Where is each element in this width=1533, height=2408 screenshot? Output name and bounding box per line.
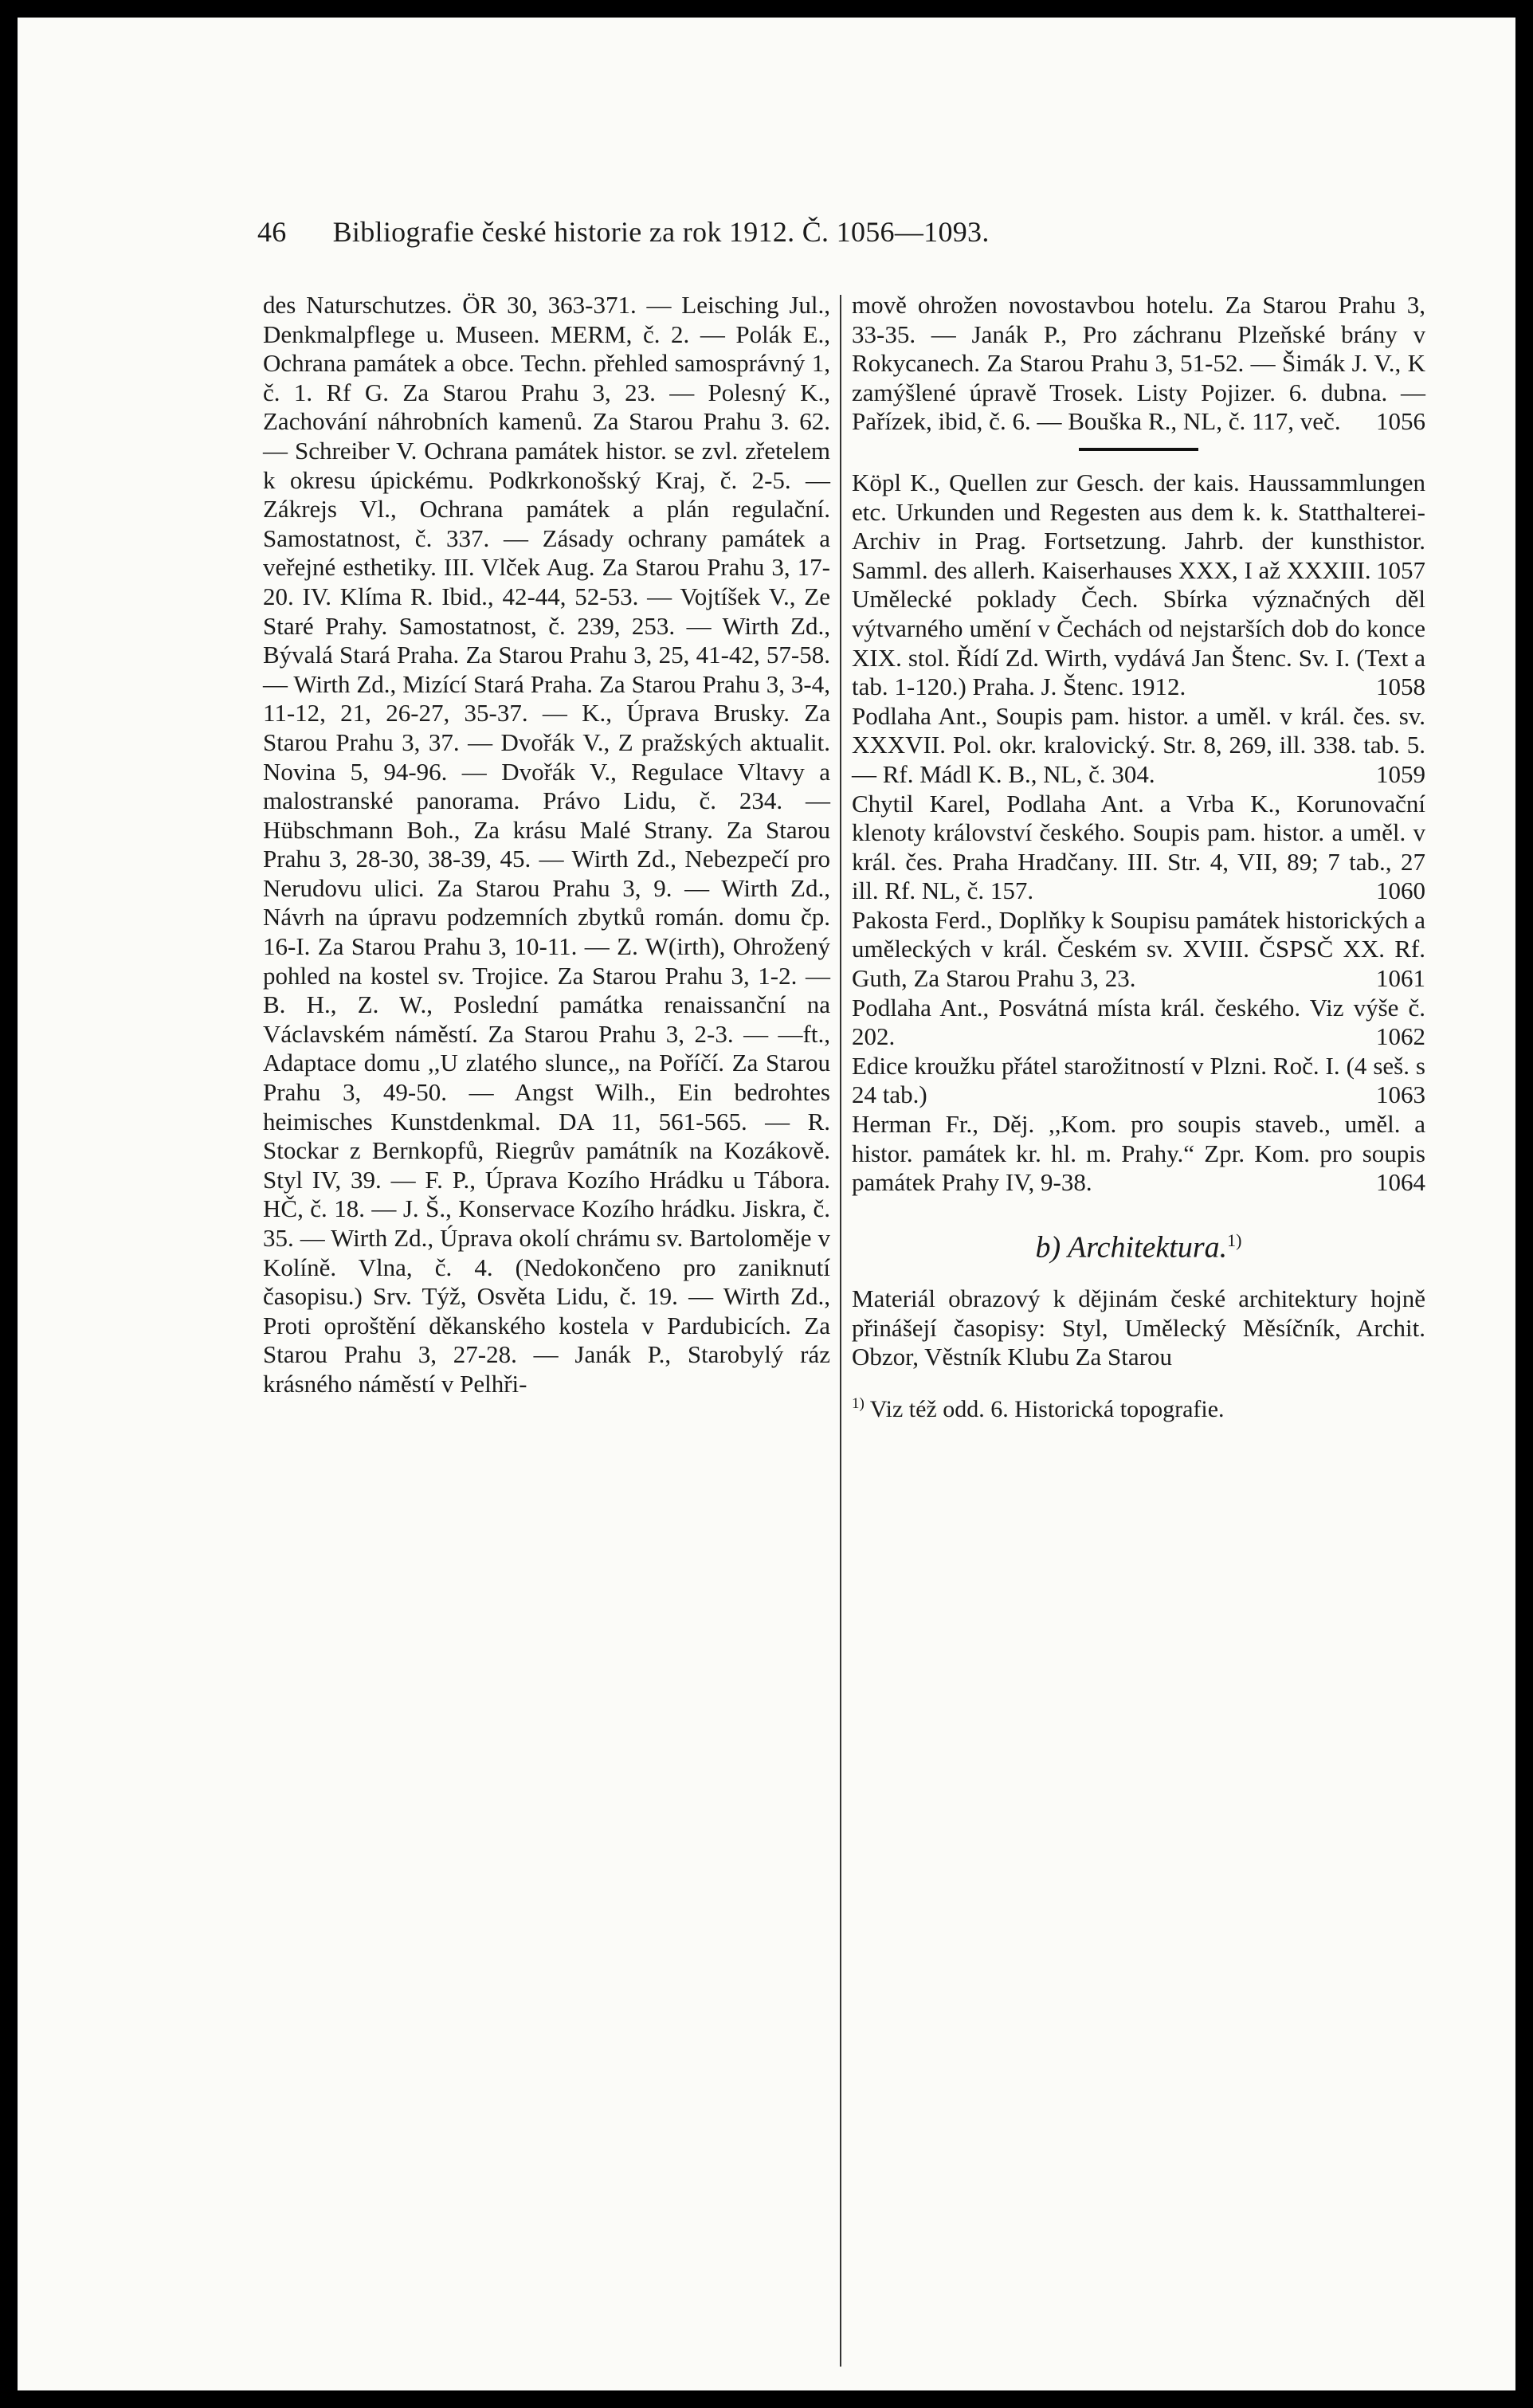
entry-1057 (852, 469, 1425, 585)
footnote-mark: 1) (852, 1394, 865, 1412)
footnote-text: Viz též odd. 6. Historická topografie. (869, 1395, 1225, 1422)
section-divider (1079, 448, 1198, 451)
footnote-spacer (852, 1372, 1425, 1390)
entry-1062 (852, 994, 1425, 1052)
entry-text: mově ohrožen novostavbou hotelu. Za Starou Prahu 3, 33-35. — Janák P., Pro záchranu Plzeňské brány v Rokycanech. Za Starou Prahu 3, 51-52. — Šimák J. V., K zamýšlené úpravě Trosek. Listy Pojizer. 6. dubna. — Pařízek, ibid, č. 6. — Bouška R., NL, č. 117, več. (852, 291, 1425, 436)
entry-1059 (852, 702, 1425, 790)
entry-1060 (852, 790, 1425, 906)
running-title: Bibliografie české historie za rok 1912. Č. 1056—1093. (332, 216, 990, 248)
entry-number: 1057 (1376, 555, 1425, 584)
column-rule (840, 295, 841, 2367)
entry-text: Podlaha Ant., Posvátná místa král. českého. Viz výše č. 202. (852, 993, 1425, 1051)
entry-text: Podlaha Ant., Soupis pam. histor. a uměl. v král. čes. sv. XXXVII. Pol. okr. kralovický. Str. 8, 269, ill. 338. tab. 5. — Rf. Mádl K. B., NL, č. 304. (852, 701, 1425, 788)
left-column-text: des Naturschutzes. ÖR 30, 363-371. — Leisching Jul., Denkmalpflege u. Museen. MERM, č. 2. — Polák E., Ochrana památek a obce. Techn. přehled samosprávný 1, č. 1. Rf G. Za Starou Prahu 3, 23. — Polesný K., Zachování náhrobních kamenů. Za Starou Prahu 3. 62. — Schreiber V. Ochrana památek histor. se zvl. zřetelem k okresu úpickému. Podkrkonošský Kraj, č. 2-5. — Zákrejs Vl., Ochrana památek a plán regulační. Samostatnost, č. 337. — Zásady ochrany památek a veřejné esthetiky. III. Vlček Aug. Za Starou Prahu 3, 17-20. IV. Klíma R. Ibid., 42-44, 52-53. — Vojtíšek V., Ze Staré Prahy. Samostatnost, č. 239, 253. — Wirth Zd., Bývalá Stará Praha. Za Starou Prahu 3, 25, 41-42, 57-58. — Wirth Zd., Mizící Stará Praha. Za Starou Prahu 3, 3-4, 11-12, 21, 26-27, 35-37. — K., Úprava Brusky. Za Starou Prahu 3, 37. — Dvořák V., Z pražských aktualit. Novina 5, 94-96. — Dvořák V., Regulace Vltavy a malostranské panorama. Právo Lidu, č. 234. — Hübschmann Boh., Za krásu Malé Strany. Za Starou Prahu 3, 28-30, 38-39, 45. — Wirth Zd., Nebezpečí pro Nerudovu ulici. Za Starou Prahu 3, 9. — Wirth Zd., Návrh na úpravu podzemních zbytků román. domu čp. 16-I. Za Starou Prahu 3, 10-11. — Z. W(irth), Ohrožený pohled na kostel sv. Trojice. Za Starou Prahu 3, 1-2. — B. H., Z. W., Poslední památka renaissanční na Václavském náměstí. Za Starou Prahu 3, 2-3. — —ft., Adaptace domu ,,U zlatého slunce,, na Poříčí. Za Starou Prahu 3, 49-50. — Angst Wilh., Ein bedrohtes heimisches Kunstdenkmal. DA 11, 561-565. — R. Stockar z Bernkopfů, Riegrův památník na Kozákově. Styl IV, 39. — F. P., Úprava Kozího Hrádku u Tábora. HČ, č. 18. — J. Š., Konservace Kozího hrádku. Jiskra, č. 35. — Wirth Zd., Úprava okolí chrámu sv. Bartoloměje v Kolíně. Vlna, č. 4. (Nedokončeno pro zaniknutí časopisu.) Srv. Týž, Osvěta Lidu, č. 19. — Wirth Zd., Proti oproštění děkanského kostela v Pardubicích. Za Starou Prahu 3, 27-28. — Janák P., Starobylý ráz krásného náměstí v Pelhři- (263, 291, 830, 1398)
section-heading-text: b) Architektura. (1035, 1230, 1228, 1265)
page-header (257, 215, 1261, 249)
entry-1056 (852, 291, 1425, 437)
entry-1064 (852, 1110, 1425, 1198)
entry-1063 (852, 1052, 1425, 1110)
page (18, 18, 1515, 2390)
section-heading (852, 1226, 1425, 1265)
left-column (263, 291, 830, 1399)
footnote (852, 1390, 1425, 1423)
entry-number: 1063 (1376, 1080, 1425, 1109)
entry-number: 1058 (1376, 673, 1425, 701)
section-intro: Materiál obrazový k dějinám české architektury hojně přinášejí časopisy: Styl, Umělecký Měsíčník, Archit. Obzor, Věstník Klubu Za Starou (852, 1284, 1425, 1371)
entry-text: Chytil Karel, Podlaha Ant. a Vrba K., Korunovační klenoty království českého. Soupis pam. histor. a uměl. v král. čes. Praha Hradčany. III. Str. 4, VII, 89; 7 tab., 27 ill. Rf. NL, č. 157. (852, 789, 1425, 905)
entry-text: Herman Fr., Děj. ,,Kom. pro soupis staveb., uměl. a histor. památek kr. hl. m. Prahy.“ Zpr. Kom. pro soupis památek Prahy IV, 9-38. (852, 1110, 1425, 1197)
footnote-ref: 1) (1227, 1229, 1242, 1250)
entry-text: Köpl K., Quellen zur Gesch. der kais. Haussammlungen etc. Urkunden und Regesten aus dem k. k. Statthalterei-Archiv in Prag. Fortsetzung. Jahrb. der kunsthistor. Samml. des allerh. Kaiserhauses XXX, I až XXXIII. (852, 468, 1425, 584)
entry-number: 1062 (1376, 1022, 1425, 1051)
entry-number: 1059 (1376, 759, 1425, 788)
entry-number: 1064 (1376, 1168, 1425, 1197)
right-column (852, 291, 1425, 1423)
entry-number: 1061 (1376, 964, 1425, 993)
entry-text: Umělecké poklady Čech. Sbírka význačných děl výtvarného umění v Čechách od nejstarších dob do konce XIX. stol. Řídí Zd. Wirth, vydává Jan Štenc. Sv. I. (Text a tab. 1-120.) Praha. J. Štenc. 1912. (852, 585, 1425, 701)
entry-1058 (852, 585, 1425, 701)
entry-number: 1060 (1376, 877, 1425, 905)
entry-text: Edice kroužku přátel starožitností v Plzni. Roč. I. (4 seš. s 24 tab.) (852, 1051, 1425, 1109)
page-number: 46 (257, 216, 287, 248)
entry-text: Pakosta Ferd., Doplňky k Soupisu památek historických a uměleckých v král. Českém sv. XVIII. ČSPSČ XX. Rf. Guth, Za Starou Prahu 3, 23. (852, 905, 1425, 993)
entry-number: 1056 (1376, 407, 1425, 436)
entry-1061 (852, 906, 1425, 994)
